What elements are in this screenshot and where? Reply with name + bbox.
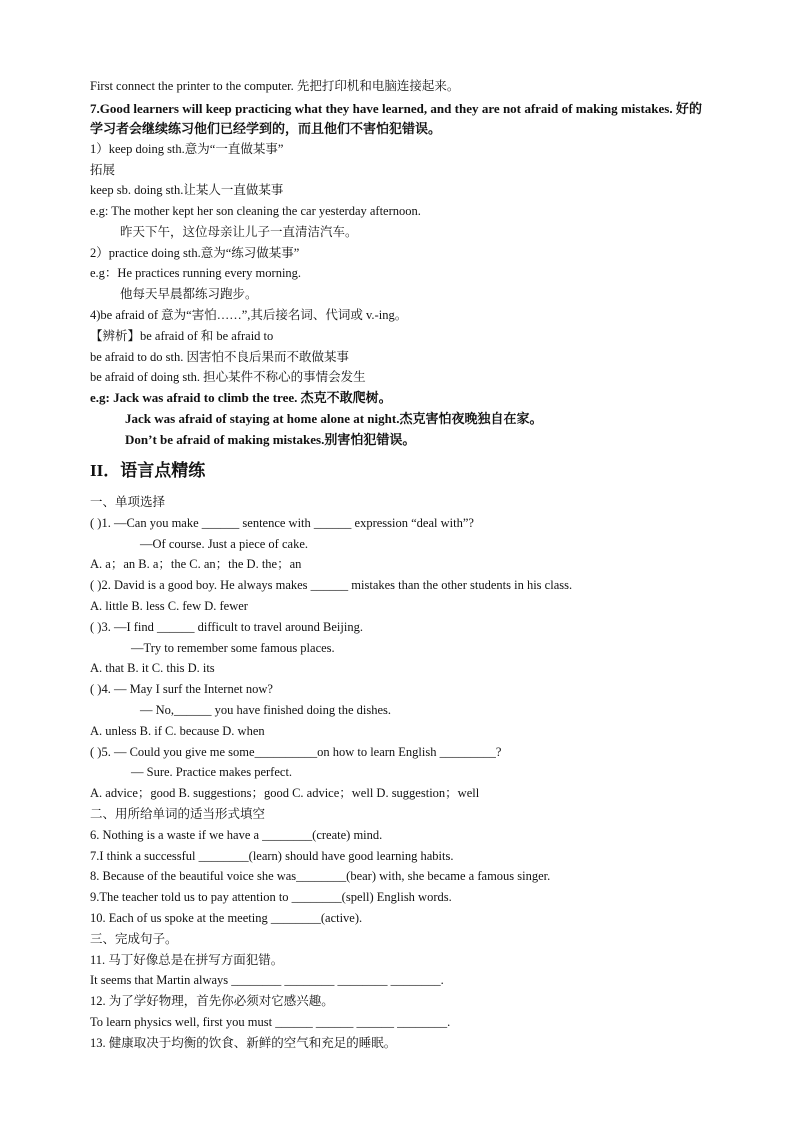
example-sentence: First connect the printer to the computer. 先把打印机和电脑连接起来。 [90,79,460,93]
question-12: 12. 为了学好物理，首先你必须对它感兴趣。 [90,994,334,1008]
part3-title: 三、完成句子。 [90,932,178,946]
key-sentence-7: 7.Good learners will keep practicing what they have learned, and they are not afraid of making mistakes. 好的学习者会继续练习他们已经学到的，而且他们不害怕犯错误。 [90,101,702,136]
question-9: 9.The teacher told us to pay attention to ________(spell) English words. [90,890,452,904]
question-5-options: A. advice；good B. suggestions；good C. advice；well D. suggestion；well [90,786,480,800]
question-10: 10. Each of us spoke at the meeting ________(active). [90,911,363,925]
question-1-options: A. a；an B. a；the C. an；the D. the；an [90,557,302,571]
example-bold: Don’t be afraid of making mistakes.别害怕犯错误。 [125,432,416,447]
question-13: 13. 健康取决于均衡的饮食、新鲜的空气和充足的睡眠。 [90,1036,397,1050]
question-4-reply: — No,______ you have finished doing the dishes. [140,703,392,717]
question-7: 7.I think a successful ________(learn) should have good learning habits. [90,849,454,863]
compare-afraid-of: be afraid of doing sth. 担心某件不称心的事情会发生 [90,370,366,384]
example-zh: 他每天早晨都练习跑步。 [120,287,258,301]
compare-afraid-to: be afraid to do sth. 因害怕不良后果而不敢做某事 [90,350,350,364]
question-4: ( )4. — May I surf the Internet now? [90,682,273,696]
question-4-options: A. unless B. if C. because D. when [90,724,265,738]
question-2: ( )2. David is a good boy. He always makes ______ mistakes than the other students in his class. [90,578,573,592]
question-5: ( )5. — Could you give me some__________on how to learn English _________? [90,745,502,759]
note-keep-doing: 1）keep doing sth.意为“一直做某事” [90,142,284,156]
question-1: ( )1. —Can you make ______ sentence with ______ expression “deal with”? [90,516,474,530]
extension-label: 拓展 [90,163,116,177]
example-bold: e.g: Jack was afraid to climb the tree. 杰克不敢爬树。 [90,390,392,405]
question-3-options: A. that B. it C. this D. its [90,661,215,675]
example-en: e.g: The mother kept her son cleaning the car yesterday afternoon. [90,204,421,218]
example-zh: 昨天下午，这位母亲让儿子一直清洁汽车。 [120,225,358,239]
question-11-en: It seems that Martin always ________ ________ ________ ________. [90,973,444,987]
compare-label: 【辨析】be afraid of 和 be afraid to [90,329,274,343]
question-3: ( )3. —I find ______ difficult to travel around Beijing. [90,620,363,634]
question-5-reply: — Sure. Practice makes perfect. [131,765,293,779]
note-keep-sb-doing: keep sb. doing sth.让某人一直做某事 [90,183,284,197]
question-8: 8. Because of the beautiful voice she was________(bear) with, she became a famous singer. [90,869,551,883]
question-3-reply: —Try to remember some famous places. [131,641,335,655]
question-2-options: A. little B. less C. few D. fewer [90,599,248,613]
note-practice-doing: 2）practice doing sth.意为“练习做某事” [90,246,300,260]
example-en: e.g：He practices running every morning. [90,266,302,280]
section-heading: II．语言点精练 [90,461,206,480]
part1-title: 一、单项选择 [90,495,166,509]
question-11: 11. 马丁好像总是在拼写方面犯错。 [90,953,284,967]
question-12-en: To learn physics well, first you must ______ ______ ______ ________. [90,1015,451,1029]
part2-title: 二、用所给单词的适当形式填空 [90,807,266,821]
example-bold: Jack was afraid of staying at home alone at night.杰克害怕夜晚独自在家。 [125,411,543,426]
note-be-afraid-of: 4)be afraid of 意为“害怕……”,其后接名词、代词或 v.-ing。 [90,308,408,322]
question-6: 6. Nothing is a waste if we have a ________(create) mind. [90,828,383,842]
question-1-reply: —Of course. Just a piece of cake. [140,537,308,551]
